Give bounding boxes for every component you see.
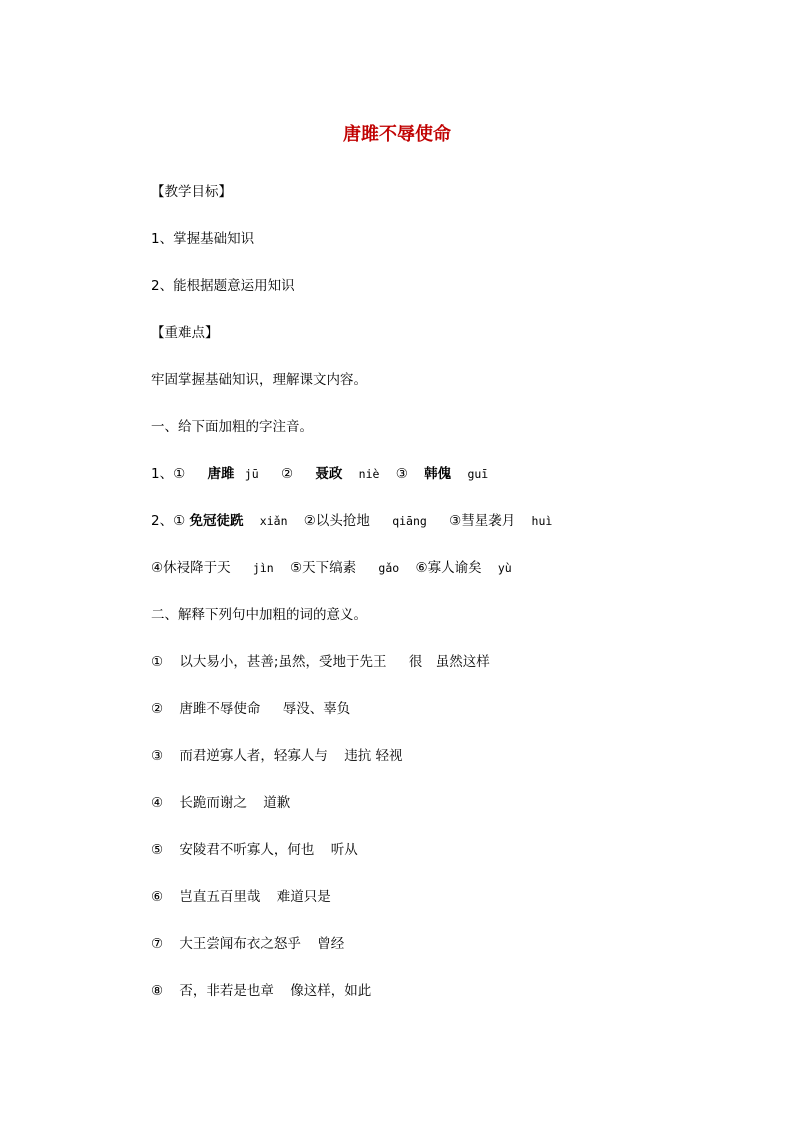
item-number: ③ bbox=[395, 466, 408, 482]
item-number: ② bbox=[280, 466, 294, 482]
definition-item bbox=[151, 935, 344, 953]
answer: 曾经 bbox=[317, 936, 345, 952]
pinyin: gǎo bbox=[378, 561, 400, 575]
definition-item bbox=[151, 653, 490, 671]
item-number: ④ bbox=[151, 795, 164, 811]
item-number: ② bbox=[151, 701, 164, 717]
answer: 很 虽然这样 bbox=[408, 654, 490, 670]
pinyin: niè bbox=[358, 467, 380, 481]
answer: 违抗 轻视 bbox=[344, 748, 403, 764]
item-number: ⑧ bbox=[151, 983, 164, 999]
word: ③彗星袭月 bbox=[449, 513, 516, 529]
pinyin-row-3 bbox=[151, 559, 512, 577]
definition-item bbox=[151, 982, 371, 1000]
word: ⑥寡人谕矣 bbox=[415, 560, 482, 576]
item-number: ⑦ bbox=[151, 936, 164, 952]
pinyin-row-2 bbox=[151, 512, 552, 530]
pinyin: jìn bbox=[252, 561, 274, 575]
section1-heading: 一、给下面加粗的字注音。 bbox=[151, 419, 313, 435]
answer: 难道只是 bbox=[276, 889, 331, 905]
definition-item bbox=[151, 888, 331, 906]
pinyin: guī bbox=[467, 467, 489, 481]
definition-item bbox=[151, 794, 290, 812]
sentence: 岂直五百里哉 bbox=[179, 889, 261, 905]
answer: 道歉 bbox=[263, 795, 291, 811]
section2-heading: 二、解释下列句中加粗的词的意义。 bbox=[151, 607, 367, 623]
answer: 像这样，如此 bbox=[290, 983, 372, 999]
word: ④休祲降于天 bbox=[151, 560, 231, 576]
definition-item bbox=[151, 747, 403, 765]
sentence: 以大易小，甚善;虽然，受地于先王 bbox=[179, 654, 387, 670]
word: ⑤天下缟素 bbox=[289, 560, 357, 576]
keypoints-text: 牢固掌握基础知识，理解课文内容。 bbox=[151, 372, 367, 388]
word: ②以头抢地 bbox=[303, 513, 370, 529]
sentence: 长跪而谢之 bbox=[179, 795, 247, 811]
sentence: 大王尝闻布衣之怒乎 bbox=[179, 936, 301, 952]
item-number: ⑥ bbox=[151, 889, 164, 905]
item-number: ③ bbox=[151, 748, 164, 764]
pinyin: yù bbox=[497, 561, 512, 575]
pinyin: jū bbox=[244, 467, 259, 481]
sentence: 唐雎不辱使命 bbox=[179, 701, 261, 717]
objective-item-2: 2、能根据题意运用知识 bbox=[151, 278, 295, 294]
page-title: 唐雎不辱使命 bbox=[343, 124, 451, 145]
keypoints-header: 【重难点】 bbox=[151, 325, 219, 341]
pinyin-row-1 bbox=[151, 465, 488, 483]
word: 免冠徒跣 bbox=[189, 513, 244, 529]
pinyin: xiǎn bbox=[259, 514, 288, 528]
word: 唐雎 bbox=[207, 466, 235, 482]
item-number: ① bbox=[151, 654, 164, 670]
sentence: 而君逆寡人者，轻寡人与 bbox=[179, 748, 328, 764]
objectives-header: 【教学目标】 bbox=[151, 184, 232, 200]
pinyin: huì bbox=[531, 514, 553, 528]
definition-item bbox=[151, 841, 358, 859]
word: 韩傀 bbox=[424, 466, 452, 482]
row-prefix: 1、① bbox=[151, 466, 186, 482]
row-prefix: 2、① bbox=[151, 513, 186, 529]
pinyin: qiāng bbox=[392, 514, 427, 528]
objective-item-1: 1、掌握基础知识 bbox=[151, 231, 255, 247]
word: 聂政 bbox=[315, 466, 343, 482]
item-number: ⑤ bbox=[151, 842, 164, 858]
answer: 辱没、辜负 bbox=[282, 701, 351, 717]
sentence: 否，非若是也章 bbox=[179, 983, 274, 999]
definition-item bbox=[151, 700, 350, 718]
answer: 听从 bbox=[330, 842, 358, 858]
sentence: 安陵君不听寡人，何也 bbox=[179, 842, 315, 858]
